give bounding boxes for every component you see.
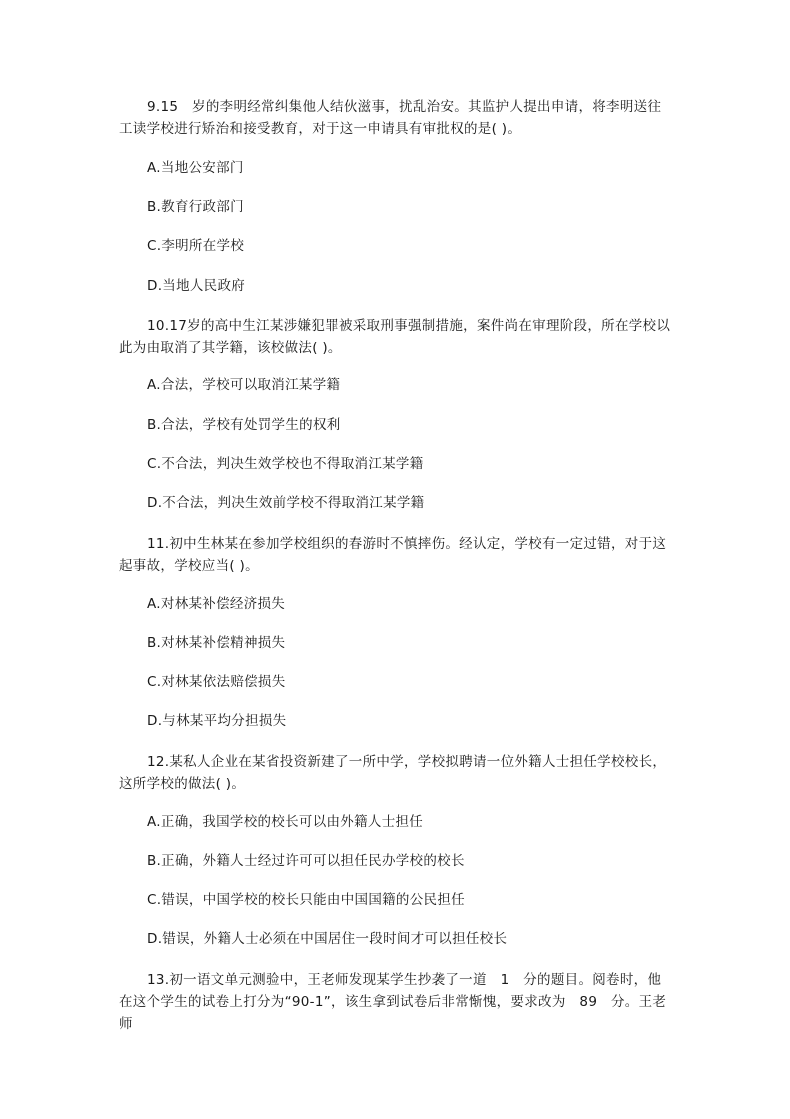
question-9-option-b: B.教育行政部门 <box>147 199 244 215</box>
question-10-option-d: D.不合法，判决生效前学校不得取消江某学籍 <box>147 495 425 511</box>
question-12-stem: 12.某私人企业在某省投资新建了一所中学，学校拟聘请一位外籍人士担任学校校长，这所学校的做法( )。 <box>119 754 667 792</box>
question-13-stem: 13.初一语文单元测验中，王老师发现某学生抄袭了一道 1 分的题目。阅卷时，他在这个学生的试卷上打分为“90-1”，该生拿到试卷后非常惭愧，要求改为 89 分。王老师 <box>119 972 667 1032</box>
question-11-stem: 11.初中生林某在参加学校组织的春游时不慎摔伤。经认定，学校有一定过错，对于这起事故，学校应当( )。 <box>119 536 667 574</box>
question-12-option-b: B.正确，外籍人士经过许可可以担任民办学校的校长 <box>147 853 465 869</box>
question-10-stem: 10.17岁的高中生江某涉嫌犯罪被采取刑事强制措施，案件尚在审理阶段，所在学校以此为由取消了其学籍，该校做法( )。 <box>119 318 671 356</box>
question-12-option-d: D.错误，外籍人士必须在中国居住一段时间才可以担任校长 <box>147 931 508 947</box>
question-11-option-c: C.对林某依法赔偿损失 <box>147 674 286 690</box>
question-9-option-d: D.当地人民政府 <box>147 278 246 294</box>
question-10-option-a: A.合法，学校可以取消江某学籍 <box>147 377 341 393</box>
question-9-stem: 9.15 岁的李明经常纠集他人结伙滋事，扰乱治安。其监护人提出申请，将李明送往工读学校进行矫治和接受教育，对于这一申请具有审批权的是( )。 <box>119 99 662 137</box>
question-10-option-c: C.不合法，判决生效学校也不得取消江某学籍 <box>147 456 424 472</box>
question-12-option-a: A.正确，我国学校的校长可以由外籍人士担任 <box>147 814 424 830</box>
question-11-option-a: A.对林某补偿经济损失 <box>147 596 286 612</box>
question-10-option-b: B.合法，学校有处罚学生的权利 <box>147 417 341 433</box>
question-9-option-c: C.李明所在学校 <box>147 238 245 254</box>
question-9-option-a: A.当地公安部门 <box>147 160 244 176</box>
question-11-option-d: D.与林某平均分担损失 <box>147 713 287 729</box>
question-11-option-b: B.对林某补偿精神损失 <box>147 635 286 651</box>
question-12-option-c: C.错误，中国学校的校长只能由中国国籍的公民担任 <box>147 892 465 908</box>
